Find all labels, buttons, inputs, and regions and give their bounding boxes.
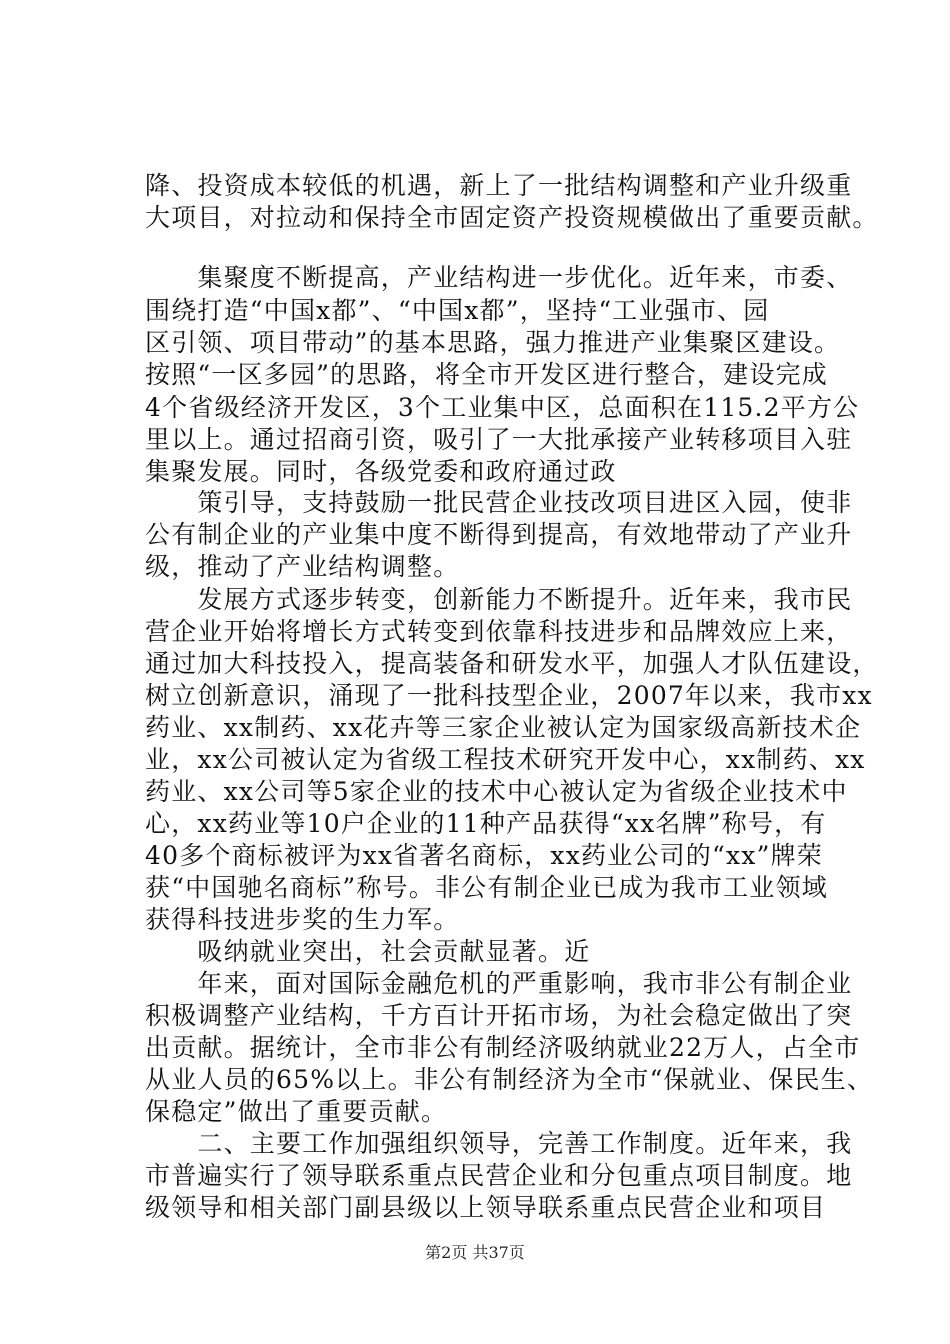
text-line: 业，xx公司被认定为省级工程技术研究开发中心，xx制药、xx — [145, 745, 866, 774]
text-line: 级领导和相关部门副县级以上领导联系重点民营企业和项目 — [145, 1193, 827, 1222]
text-line: 区引领、项目带动”的基本思路，强力推进产业集聚区建设。 — [145, 328, 841, 357]
text-line: 集聚度不断提高，产业结构进一步优化。近年来，市委、 — [145, 263, 853, 292]
text-line: 4个省级经济开发区，3个工业集中区，总面积在115.2平方公 — [145, 393, 860, 422]
text-line: 降、投资成本较低的机遇，新上了一批结构调整和产业升级重 — [145, 171, 853, 200]
text-line: 获得科技进步奖的生力军。 — [145, 905, 460, 934]
text-line: 公有制企业的产业集中度不断得到提高，有效地带动了产业升 — [145, 520, 853, 549]
text-line: 大项目，对拉动和保持全市固定资产投资规模做出了重要贡献。 — [145, 203, 879, 232]
text-line: 树立创新意识，涌现了一批科技型企业，2007年以来，我市xx — [145, 681, 873, 710]
text-line: 围绕打造“中国x都”、“中国x都”，坚持“工业强市、园 — [145, 296, 770, 325]
text-line: 级，推动了产业结构调整。 — [145, 552, 460, 581]
text-line: 从业人员的65%以上。非公有制经济为全市“保就业、保民生、 — [145, 1065, 874, 1094]
text-line: 药业、xx制药、xx花卉等三家企业被认定为国家级高新技术企 — [145, 713, 862, 742]
text-line: 里以上。通过招商引资，吸引了一大批承接产业转移项目入驻 — [145, 425, 853, 454]
text-line: 市普遍实行了领导联系重点民营企业和分包重点项目制度。地 — [145, 1161, 853, 1190]
text-line: 药业、xx公司等5家企业的技术中心被认定为省级企业技术中 — [145, 777, 848, 806]
text-line: 策引导，支持鼓励一批民营企业技改项目进区入园，使非 — [145, 488, 853, 517]
text-line: 保稳定”做出了重要贡献。 — [145, 1097, 448, 1126]
text-line: 年来，面对国际金融危机的严重影响，我市非公有制企业 — [145, 969, 853, 998]
text-line: 营企业开始将增长方式转变到依靠科技进步和品牌效应上来， — [145, 617, 853, 646]
text-line: 发展方式逐步转变，创新能力不断提升。近年来，我市民 — [145, 585, 853, 614]
text-line: 按照“一区多园”的思路，将全市开发区进行整合，建设完成 — [145, 360, 828, 389]
text-line: 40多个商标被评为xx省著名商标，xx药业公司的“xx”牌荣 — [145, 841, 823, 870]
page-number-footer: 第2页 共37页 — [425, 1243, 525, 1262]
text-line: 吸纳就业突出，社会贡献显著。近 — [145, 937, 591, 966]
text-line: 通过加大科技投入，提高装备和研发水平，加强人才队伍建设， — [145, 649, 879, 678]
text-line: 集聚发展。同时，各级党委和政府通过政 — [145, 457, 617, 486]
text-line: 二、主要工作加强组织领导，完善工作制度。近年来，我 — [145, 1129, 853, 1158]
text-line: 出贡献。据统计，全市非公有制经济吸纳就业22万人，占全市 — [145, 1033, 861, 1062]
text-line: 心，xx药业等10户企业的11种产品获得“xx名牌”称号，有 — [145, 809, 827, 838]
text-line: 积极调整产业结构，千方百计开拓市场，为社会稳定做出了突 — [145, 1001, 853, 1030]
text-line: 获“中国驰名商标”称号。非公有制企业已成为我市工业领域 — [145, 873, 828, 902]
